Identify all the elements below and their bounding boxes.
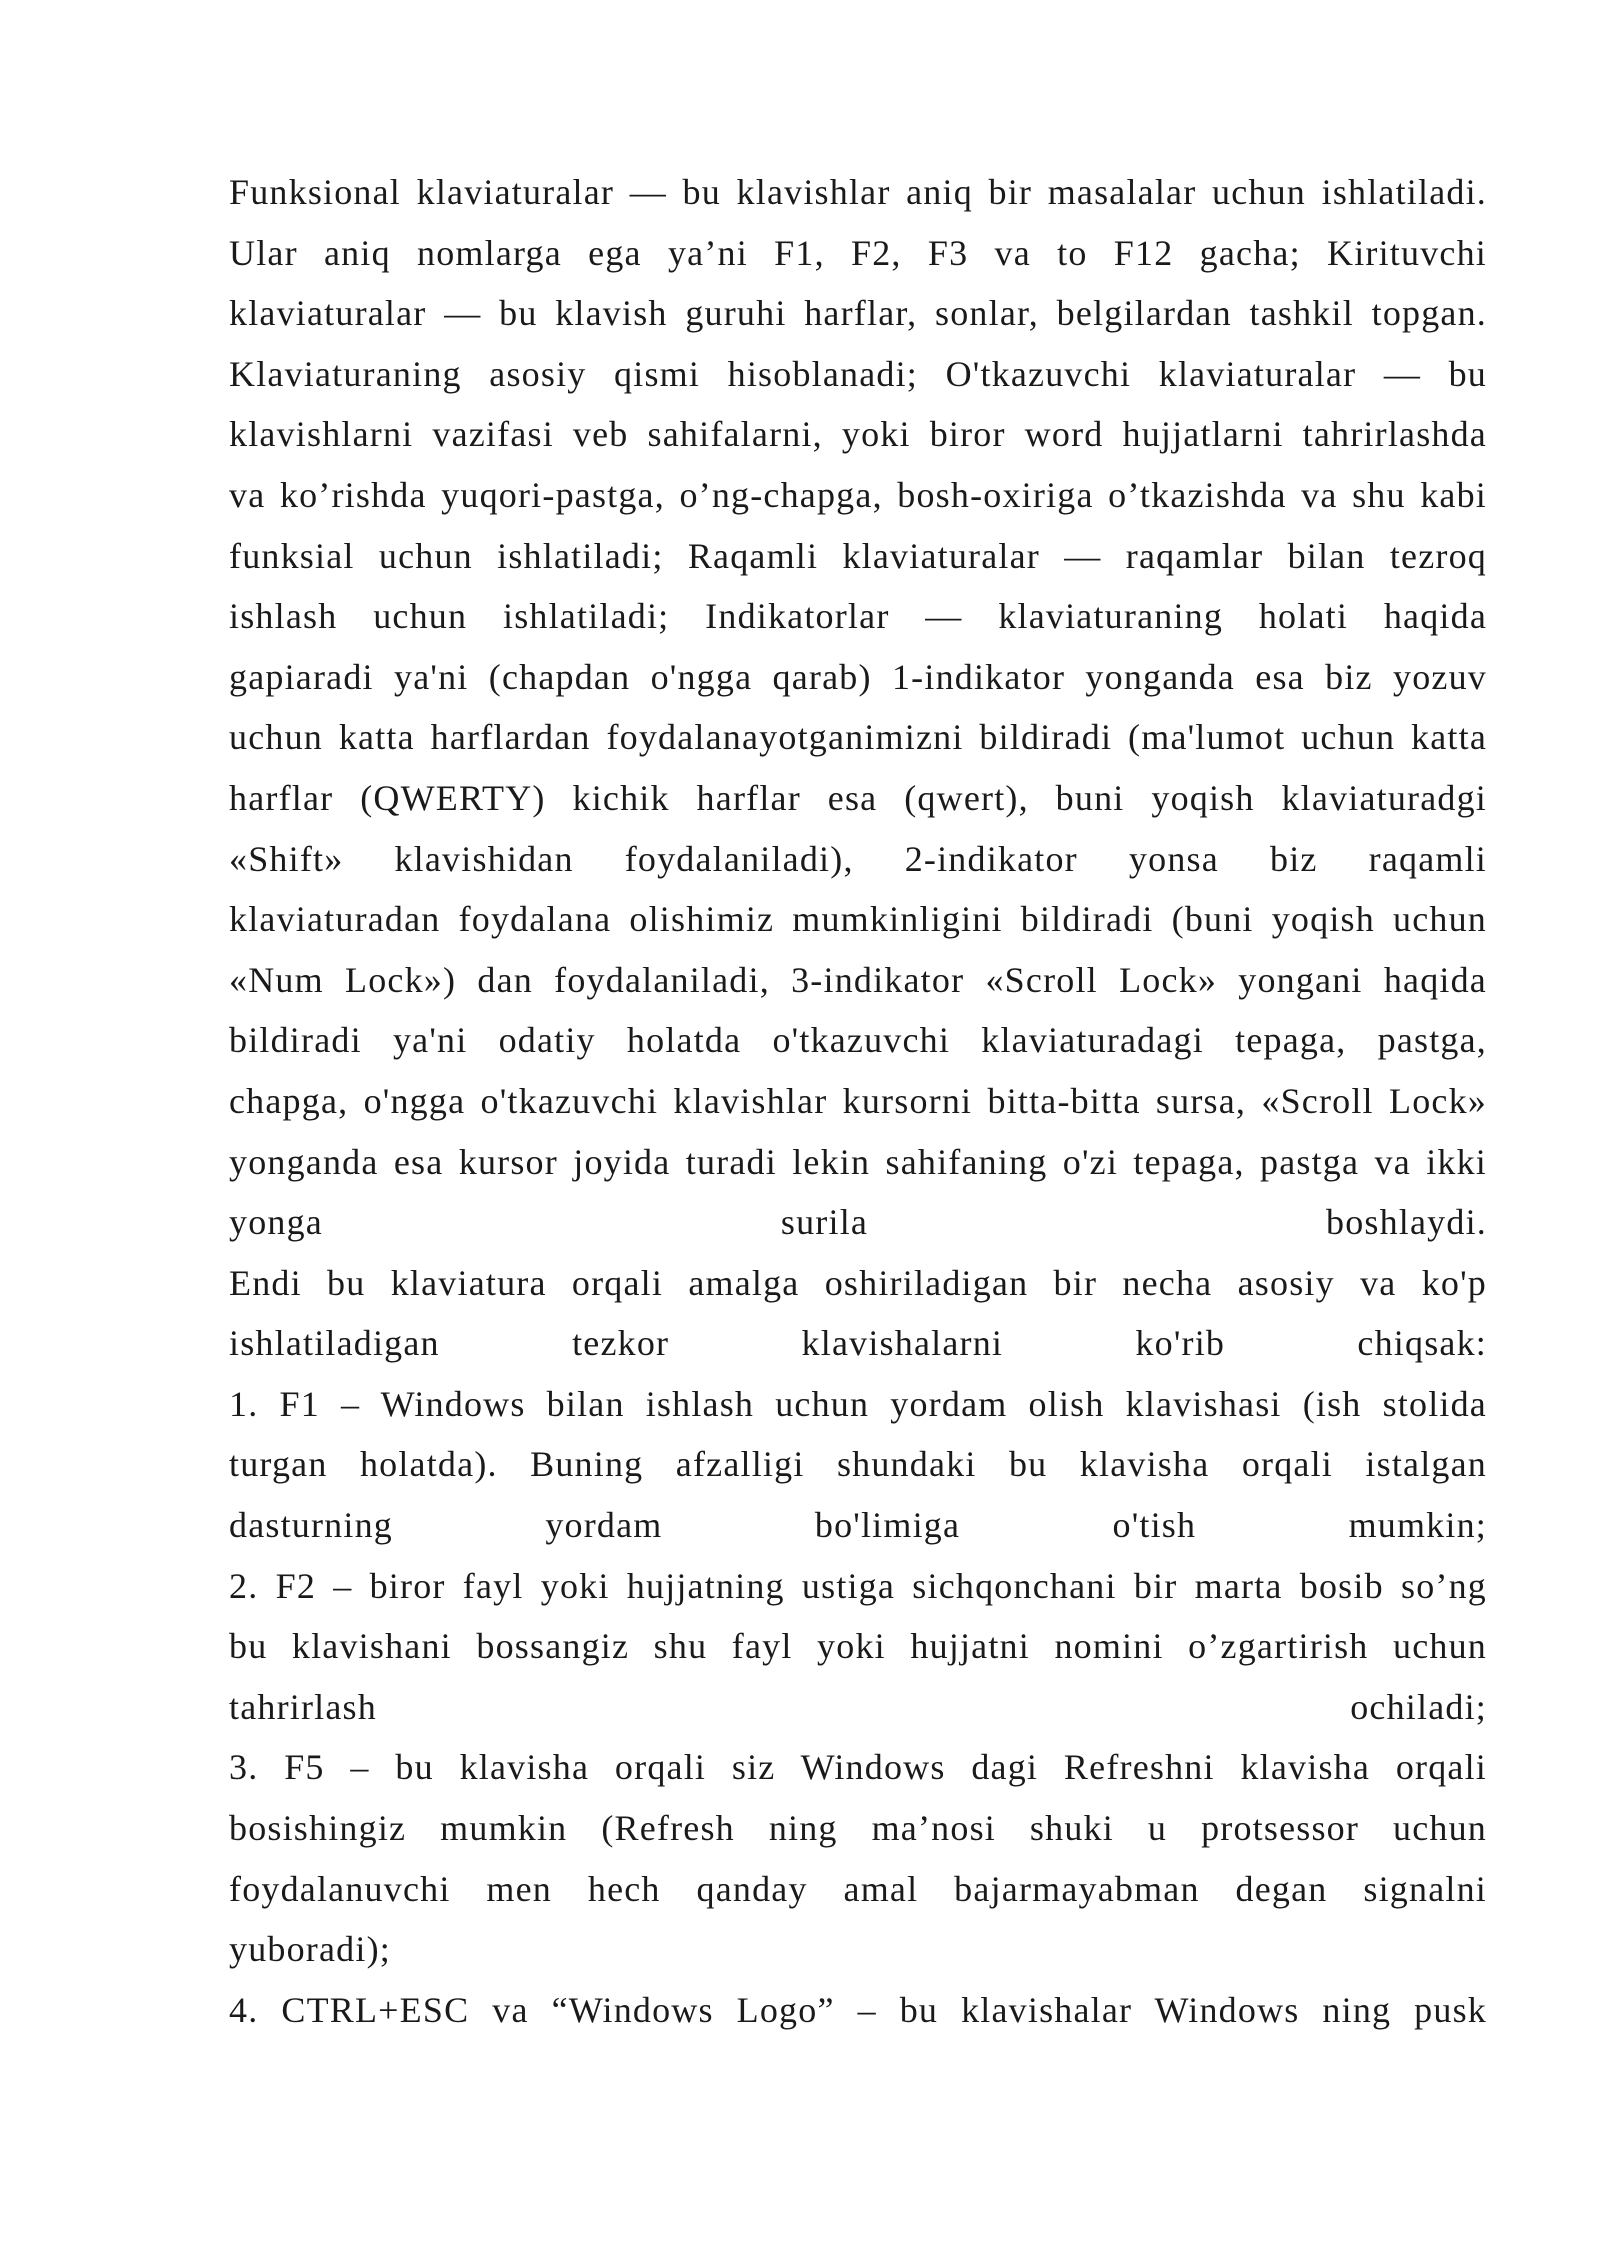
list-item-f2: 2. F2 – biror fayl yoki hujjatning ustiga sichqonchani bir marta bosib so’ng bu klavishani bossangiz shu fayl yoki hujjatni nomini o’zgartirish uchun tahrirlash ochiladi; [229,1565,1487,1727]
list-item-ctrl-esc: 4. CTRL+ESC va “Windows Logo” – bu klavishalar Windows ning pusk [229,1989,1487,2030]
paragraph-keyboard-types: Funksional klaviaturalar — bu klavishlar aniq bir masalalar uchun ishlatiladi. Ular aniq nomlarga ega ya’ni F1, F2, F3 va to F12 gacha; Kirituvchi klaviaturalar — bu klavish guruhi harflar, sonlar, belgilardan tashkil topgan. Klaviaturaning asosiy qismi hisoblanadi; O'tkazuvchi klaviaturalar — bu klavishlarni vazifasi veb sahifalarni, yoki biror word hujjatlarni tahrirlashda va ko’rishda yuqori-pastga, o’ng-chapga, bosh-oxiriga o’tkazishda va shu kabi funksial uchun ishlatiladi; Raqamli klaviaturalar — raqamlar bilan tezroq ishlash uchun ishlatiladi; Indikatorlar — klaviaturaning holati haqida gapiaradi ya'ni (chapdan o'ngga qarab) 1-indikator yonganda esa biz yozuv uchun katta harflardan foydalanayotganimizni bildiradi (ma'lumot uchun katta harflar (QWERTY) kichik harflar esa (qwert), buni yoqish klaviaturadgi «Shift» klavishidan foydalaniladi), 2-indikator yonsa biz raqamli klaviaturadan foydalana olishimiz mumkinligini bildiradi (buni yoqish uchun «Num Lock») dan foydalaniladi, 3-indikator «Scroll Lock» yongani haqida bildiradi ya'ni odatiy holatda o'tkazuvchi klaviaturadagi tepaga, pastga, chapga, o'ngga o'tkazuvchi klavishlar kursorni bitta-bitta sursa, «Scroll Lock» yonganda esa kursor joyida turadi lekin sahifaning o'zi tepaga, pastga va ikki yonga surila boshlaydi. [229,172,1487,1243]
paragraph-hotkeys-intro: Endi bu klaviatura orqali amalga oshiriladigan bir necha asosiy va ko'p ishlatiladigan tezkor klavishalarni ko'rib chiqsak: [229,1262,1487,1364]
document-body [229,162,1487,2040]
list-item-f1: 1. F1 – Windows bilan ishlash uchun yordam olish klavishasi (ish stolida turgan holatda). Buning afzalligi shundaki bu klavisha orqali istalgan dasturning yordam bo'limiga o'tish mumkin; [229,1383,1487,1546]
list-item-f5: 3. F5 – bu klavisha orqali siz Windows dagi Refreshni klavisha orqali bosishingiz mumkin (Refresh ning ma’nosi shuki u protsessor uchun foydalanuvchi men hech qanday amal bajarmayabman degan signalni yuboradi); [229,1747,1487,1970]
